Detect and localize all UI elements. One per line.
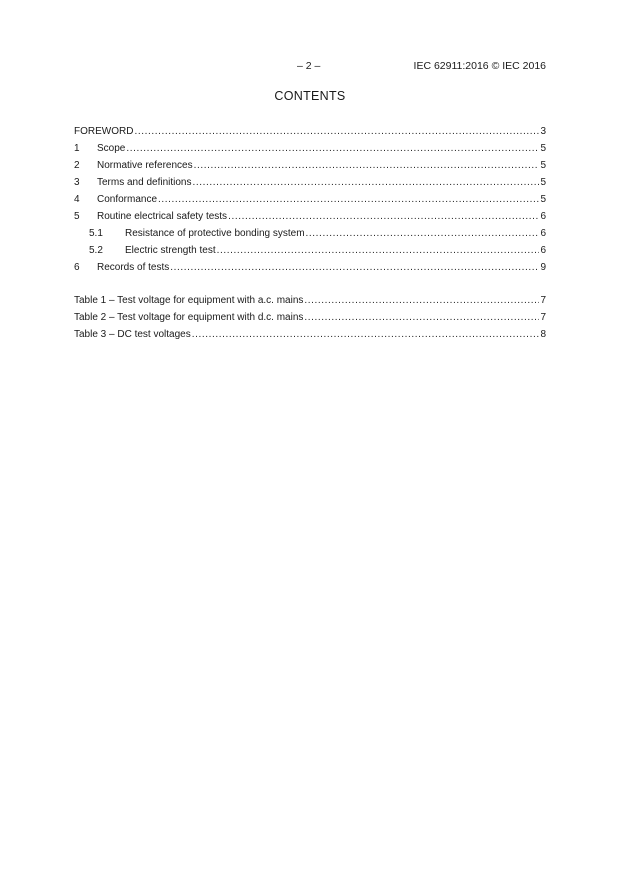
dot-leader: [193, 174, 540, 191]
table-entry-label: Table 2 – Test voltage for equipment with d.c. mains: [74, 312, 304, 323]
dot-leader: [304, 309, 539, 326]
toc-entry-normative-references[interactable]: [74, 157, 546, 174]
toc-entry-number: 6: [74, 262, 80, 273]
toc-entry-foreword[interactable]: [74, 123, 546, 140]
table-of-contents: [74, 123, 546, 276]
dot-leader: [126, 140, 539, 157]
dot-leader: [306, 225, 540, 242]
dot-leader: [192, 326, 540, 343]
toc-entry-page: 5: [540, 143, 546, 154]
toc-entry-label: Routine electrical safety tests: [97, 211, 228, 222]
toc-entry-page: 3: [540, 126, 546, 137]
toc-entry-page: 5: [540, 177, 546, 188]
table-entry-3[interactable]: [74, 326, 546, 343]
dot-leader: [228, 208, 539, 225]
toc-entry-number: 2: [74, 160, 80, 171]
toc-entry-number: 4: [74, 194, 80, 205]
toc-entry-page: 6: [540, 228, 546, 239]
dot-leader: [158, 191, 539, 208]
toc-entry-page: 6: [540, 245, 546, 256]
table-entry-page: 7: [540, 312, 546, 323]
page-header: [0, 60, 620, 74]
toc-entry-number: 5.1: [89, 228, 103, 239]
toc-entry-label: Scope: [97, 143, 126, 154]
toc-entry-page: 6: [540, 211, 546, 222]
toc-entry-label: FOREWORD: [74, 126, 134, 137]
toc-entry-label: Terms and definitions: [97, 177, 192, 188]
toc-entry-routine-electrical-safety-tests[interactable]: [74, 208, 546, 225]
toc-entry-page: 5: [540, 160, 546, 171]
table-entry-page: 7: [540, 295, 546, 306]
toc-entry-label: Normative references: [97, 160, 193, 171]
toc-entry-number: 3: [74, 177, 80, 188]
toc-entry-number: 5.2: [89, 245, 103, 256]
toc-entry-label: Resistance of protective bonding system: [125, 228, 305, 239]
toc-entry-number: 1: [74, 143, 80, 154]
toc-entry-label: Records of tests: [97, 262, 170, 273]
dot-leader: [217, 242, 540, 259]
table-entry-1[interactable]: [74, 292, 546, 309]
toc-entry-label: Conformance: [97, 194, 158, 205]
toc-entry-page: 9: [540, 262, 546, 273]
toc-entry-terms-and-definitions[interactable]: [74, 174, 546, 191]
toc-entry-resistance-of-protective-bonding[interactable]: [74, 225, 546, 242]
table-entry-page: 8: [540, 329, 546, 340]
page-number: – 2 –: [297, 60, 321, 72]
toc-entry-records-of-tests[interactable]: [74, 259, 546, 276]
dot-leader: [304, 292, 539, 309]
contents-title: CONTENTS: [274, 89, 346, 103]
toc-entry-number: 5: [74, 211, 80, 222]
list-of-tables: [74, 292, 546, 343]
toc-entry-scope[interactable]: [74, 140, 546, 157]
toc-entry-page: 5: [540, 194, 546, 205]
table-entry-2[interactable]: [74, 309, 546, 326]
toc-entry-conformance[interactable]: [74, 191, 546, 208]
table-entry-label: Table 1 – Test voltage for equipment with a.c. mains: [74, 295, 304, 306]
dot-leader: [170, 259, 539, 276]
toc-entry-electric-strength-test[interactable]: [74, 242, 546, 259]
dot-leader: [194, 157, 540, 174]
dot-leader: [134, 123, 539, 140]
standard-identifier: IEC 62911:2016 © IEC 2016: [413, 60, 546, 72]
table-entry-label: Table 3 – DC test voltages: [74, 329, 191, 340]
toc-entry-label: Electric strength test: [125, 245, 216, 256]
